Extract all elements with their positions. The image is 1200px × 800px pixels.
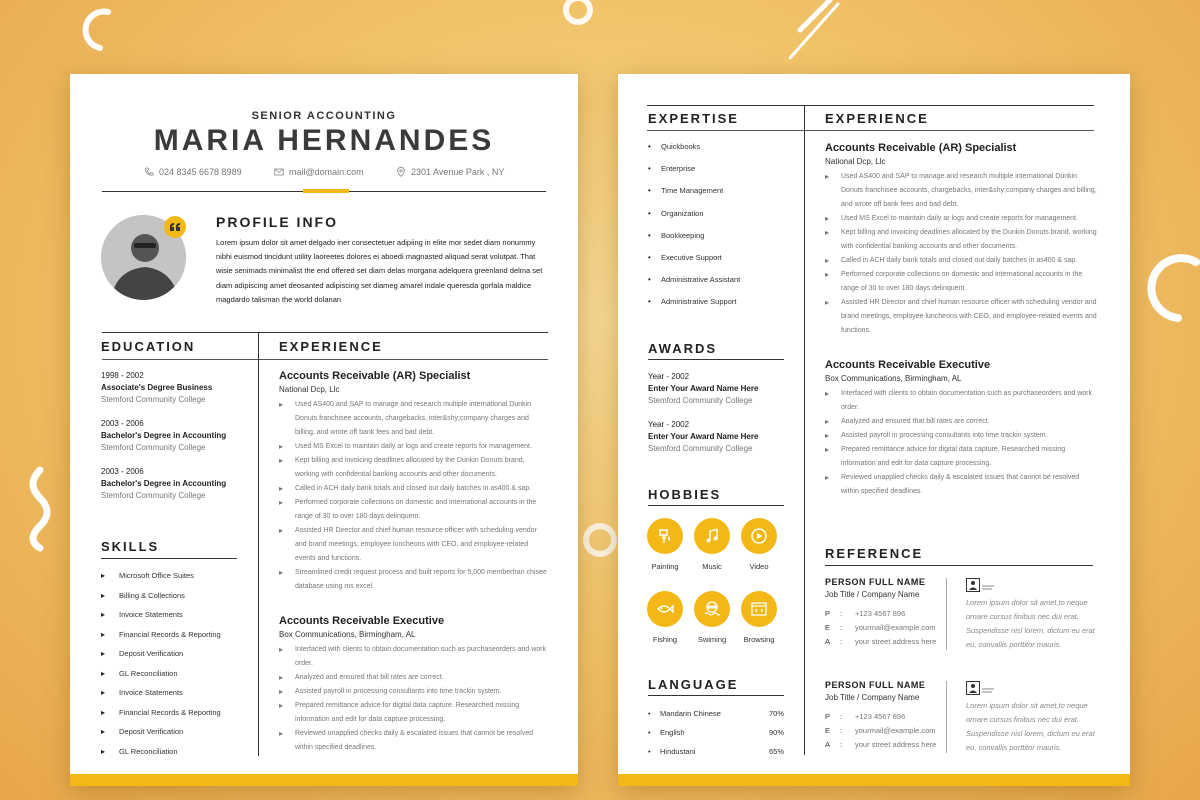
reference-phone: +123 4567 896 [855,609,906,618]
job-company: National Dcp, Llc [825,157,886,166]
skill-item: ▸ Billing & Collections [101,591,251,611]
mail-icon [274,167,284,177]
job-bullets [279,398,549,594]
expertise-item: • Time Management [648,186,788,208]
footer-accent-bar [618,774,1130,786]
section-rule [102,359,548,360]
quote-icon [169,222,181,232]
experience-heading: EXPERIENCE [825,111,929,126]
experience-job [279,370,549,594]
language-name: Mandarin Chinese [660,709,721,718]
reference-quote: Lorem ipsum dolor sit amet,to neque ornare cursus finibus nec dui erat. Suspendisse nisl lorem, dictum eu erat eu, convallis porttitor mauris. [966,598,1095,649]
hobby-label: Music [702,562,722,571]
job-company: National Dcp, Llc [279,385,340,394]
email-contact [274,167,364,177]
job-bullet: ▸ Streamlined credit request process and built reports for 5,000 memberfran chisee database using ms excel. [279,566,549,594]
hobby-video [736,518,782,571]
phone-icon [144,167,154,177]
section-rule [647,105,1094,106]
section-rule [647,130,1094,131]
reference-divider [946,681,947,753]
address-text: 2301 Avenue Park , NY [411,167,505,177]
expertise-list [648,142,788,320]
email-label: E [825,623,831,632]
job-bullet: ▸ Performed corporate collections on domestic and international accounts in the range of 30 to over 180 days delinquent. [825,268,1097,296]
job-bullets [825,170,1097,338]
address-contact [396,167,504,177]
column-divider [258,332,259,756]
reference-address: your street address here [855,637,937,646]
award-school: Stemford Community College [648,444,753,453]
email-label: E [825,726,831,735]
contact-card-icon [966,578,996,594]
section-rule [102,332,548,333]
column-divider [804,105,805,755]
expertise-item: • Organization [648,209,788,231]
skills-rule [101,558,237,559]
edu-year: 2003 - 2006 [101,419,144,428]
job-bullet: ▸ Used AS400 and SAP to manage and research multiple international Dunkin Donuts franchisee accounts, chargebacks, inter&shy;company charges and billing, and wrote off bank fees and bad debt. [825,170,1097,212]
award-year: Year - 2002 [648,372,690,381]
skill-item: ▸ Invoice Statements [101,610,251,630]
reference-rule [825,565,1093,566]
skills-heading: SKILLS [101,539,160,554]
job-bullet: ▸ Analyzed and ensured that bill rates are correct. [279,671,549,685]
phone-label: P [825,712,831,721]
skill-item: ▸ Deposit Verification [101,649,251,669]
skill-item: ▸ Financial Records & Reporting [101,708,251,728]
experience-job [825,359,1097,499]
reference-address: your street address here [855,740,937,749]
job-bullet: ▸ Used MS Excel to maintain daily ar logs and create reports for management. [825,212,1097,226]
job-bullet: ▸ Reviewed unapplied checks daily & escalated issues that cannot be resolved within specified deadlines. [279,727,549,755]
job-bullet: ▸ Kept billing and invoicing deadlines allocated by the Dunkin Donuts brand, working with confidential banking accounts and other documents. [279,454,549,482]
resume-page-2 [618,74,1130,786]
job-title: Accounts Receivable Executive [279,615,445,627]
job-company: Box Communications, Birmingham, AL [825,374,962,383]
award-item [648,372,758,405]
award-item [648,420,758,453]
award-name: Enter Your Award Name Here [648,432,759,441]
job-bullets [279,643,549,755]
job-bullets [825,387,1097,499]
job-title: Accounts Receivable Executive [825,359,991,371]
reference-quote: Lorem ipsum dolor sit amet,to neque ornare cursus finibus nec dui erat. Suspendisse nisl lorem, dictum eu erat eu, convallis porttitor mauris. [966,701,1095,752]
job-bullet: ▸ Used MS Excel to maintain daily ar logs and create reports for management. [279,440,549,454]
reference-phone: +123 4567 896 [855,712,906,721]
language-name: Hindustani [660,747,696,756]
job-bullet: ▸ Interfaced with clients to obtain documentation such as purchaseorders and work order. [279,643,549,671]
reference-contact: PERSON FULL NAME Job Title / Company Name P : +123 4567 896 E : yourmail@example.com A : your street address here [825,680,945,749]
language-percent: 65% [768,747,784,756]
job-bullet: ▸ Assisted payroll in processing consultants into time trackin system. [825,429,1097,443]
skill-item: ▸ Deposit Verification [101,727,251,747]
education-heading: EDUCATION [101,339,196,354]
experience-heading: EXPERIENCE [279,339,383,354]
reference-name: PERSON FULL NAME [825,680,926,690]
phone-label: P [825,609,831,618]
swim-icon [702,599,722,619]
expertise-item: • Enterprise [648,164,788,186]
resume-page-1 [70,74,578,786]
expertise-item: • Quickbooks [648,142,788,164]
language-percent: 90% [768,728,784,737]
reference-divider [946,578,947,650]
hobbies-rule [648,505,784,506]
skill-item: ▸ Microsoft Office Suites [101,571,251,591]
skill-item: ▸ GL Reconciliation [101,669,251,689]
job-bullet: ▸ Called in ACH daily bank totals and closed out daily batches in as400 & sap. [825,254,1097,268]
expertise-item: • Executive Support [648,253,788,275]
job-bullet: ▸ Prepared remittance advice for digital data capture. Researched missing information and edit for data capture processing. [279,699,549,727]
hobby-label: Painting [651,562,679,571]
hobby-browsing [736,591,782,644]
hobby-music [689,518,735,571]
job-bullet: ▸ Assisted HR Director and chief human resource officer with scheduling vendor and brand meetings, employee luncheons with CEO, and employee-related events and functions. [825,296,1097,338]
edu-year: 2003 - 2006 [101,467,144,476]
reference-email: yourmail@example.com [855,726,936,735]
job-bullet: ▸ Kept billing and invoicing deadlines allocated by the Dunkin Donuts brand, working with confidential banking accounts and other documents. [825,226,1097,254]
expertise-item: • Bookkeeping [648,231,788,253]
job-bullet: ▸ Assisted HR Director and chief human resource officer with scheduling vendor and brand meetings, employee luncheons with CEO, and employee-related events and functions. [279,524,549,566]
job-subtitle: SENIOR ACCOUNTING [251,110,397,122]
language-item [648,709,784,718]
education-item [101,371,212,404]
award-name: Enter Your Award Name Here [648,384,759,393]
video-icon [749,526,769,546]
job-bullet: ▸ Performed corporate collections on domestic and international accounts in the range of 30 to over 180 days delinquent. [279,496,549,524]
reference-job: Job Title / Company Name [825,590,920,599]
job-bullet: ▸ Analyzed and ensured that bill rates are correct. [825,415,1097,429]
award-year: Year - 2002 [648,420,690,429]
hobby-label: Fishing [652,635,678,644]
fish-icon [655,599,675,619]
awards-rule [648,359,784,360]
job-company: Box Communications, Birmingham, AL [279,630,416,639]
job-title: Accounts Receivable (AR) Specialist [279,370,471,382]
edu-school: Stemford Community College [101,491,206,500]
reference-contact: PERSON FULL NAME Job Title / Company Name P : +123 4567 896 E : yourmail@example.com A : your street address here [825,577,945,646]
award-school: Stemford Community College [648,396,753,405]
language-percent: 70% [768,709,784,718]
music-icon [702,526,722,546]
header-accent [303,189,349,193]
job-bullet: ▸ Prepared remittance advice for digital data capture. Researched missing information and edit for data capture processing. [825,443,1097,471]
contact-card-icon [966,681,996,697]
edu-school: Stemford Community College [101,443,206,452]
edu-school: Stemford Community College [101,395,206,404]
hobby-label: Browsing [743,635,775,644]
language-item [648,728,784,737]
awards-heading: AWARDS [648,341,718,356]
experience-job [825,142,1097,338]
phone-text: 024 8345 6678 8989 [159,167,242,177]
email-text: mail@domain.com [289,167,364,177]
footer-accent-bar [70,774,578,786]
candidate-name: MARIA HERNANDES [153,124,495,157]
address-label: A [825,740,831,749]
paint-icon [655,526,675,546]
edu-degree: Bachelor's Degree in Accounting [101,431,227,440]
skill-item: ▸ Invoice Statements [101,688,251,708]
expertise-item: • Administrative Assistant [648,275,788,297]
job-bullet: ▸ Assisted payroll in processing consultants into time trackin system. [279,685,549,699]
skills-list [101,571,251,766]
experience-job [279,615,549,755]
education-item [101,419,226,452]
address-label: A [825,637,831,646]
skill-item: ▸ GL Reconciliation [101,747,251,767]
language-rule [648,695,784,696]
quote-badge [164,216,186,238]
hobby-label: Swiming [697,635,727,644]
language-name: English [660,728,685,737]
hobby-label: Video [749,562,769,571]
edu-degree: Associate's Degree Business [101,383,213,392]
job-bullet: ▸ Interfaced with clients to obtain documentation such as purchaseorders and work order. [825,387,1097,415]
skill-item: ▸ Financial Records & Reporting [101,630,251,650]
expertise-item: • Administrative Support [648,297,788,319]
profile-text: Lorem ipsum dolor sit amet delgado iner consectetuer adipiing in elite mor sedet diam nonummy nibhi euismod tincidunt utility laoreetes dolores ei aboedi magnasted aliquad serat volutpat. That wisie senimads minimalist the end offered set diam delas morgana adelquera greenland delma set diam adipiscing amet deosanted adipiscing set diameg amarel indale queresda gorfala maldice magdardo talisman the world dolanan [216,238,543,304]
hobbies-heading: HOBBIES [648,487,722,502]
profile-heading: PROFILE INFO [216,214,338,230]
browser-icon [749,599,769,619]
location-icon [396,167,406,177]
edu-degree: Bachelor's Degree in Accounting [101,479,227,488]
phone-contact [144,167,242,177]
job-bullet: ▸ Used AS400 and SAP to manage and research multiple international Dunkin Donuts franchisee accounts, chargebacks, inter&shy;company charges and billing, and wrote off bank fees and bad debt. [279,398,549,440]
hobby-swimming [689,591,735,644]
reference-email: yourmail@example.com [855,623,936,632]
job-bullet: ▸ Called in ACH daily bank totals and closed out daily batches in as400 & sap. [279,482,549,496]
hobby-fishing [642,591,688,644]
education-item [101,467,226,500]
language-heading: LANGUAGE [648,677,739,692]
job-title: Accounts Receivable (AR) Specialist [825,142,1017,154]
language-item [648,747,784,756]
hobby-painting [642,518,688,571]
reference-heading: REFERENCE [825,546,924,561]
edu-year: 1998 - 2002 [101,371,144,380]
reference-job: Job Title / Company Name [825,693,920,702]
expertise-heading: EXPERTISE [648,111,739,126]
job-bullet: ▸ Reviewed unapplied checks daily & escalated issues that cannot be resolved within specified deadlines. [825,471,1097,499]
reference-name: PERSON FULL NAME [825,577,926,587]
